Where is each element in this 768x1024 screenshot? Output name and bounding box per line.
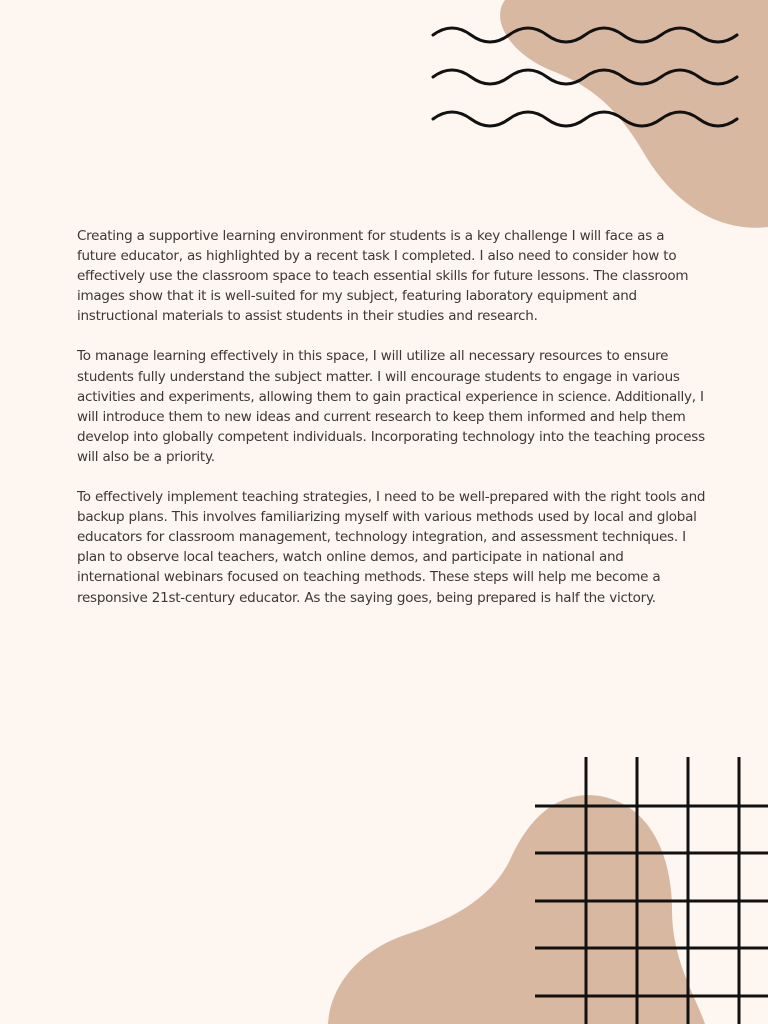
- essay-paragraph-2: To manage learning effectively in this space, I will utilize all necessary resources to ensure students fully understand the subject matter. I will encourage students to engage in various activities and experiments, allowing them to gain practical experience in science. Additionally, I will introduce them to new ideas and current research to keep them informed and help them develop into globally competent individuals. Incorporating technology into the teaching process will also be a priority.: [77, 348, 705, 465]
- essay-body: [77, 226, 707, 628]
- essay-paragraph-1: Creating a supportive learning environment for students is a key challenge I will face as a future educator, as highlighted by a recent task I completed. I also need to consider how to effectively use the classroom space to teach essential skills for future lessons. The classroom images show that it is well-suited for my subject, featuring laboratory equipment and instructional materials to assist students in their studies and research.: [77, 228, 689, 325]
- bottom-right-blob-shape: [328, 795, 705, 1024]
- essay-paragraph-3: To effectively implement teaching strategies, I need to be well-prepared with the right tools and backup plans. This involves familiarizing myself with various methods used by local and global educators for classroom management, technology integration, and assessment techniques. I plan to observe local teachers, watch online demos, and participate in national and international webinars focused on teaching methods. These steps will help me become a responsive 21st-century educator. As the saying goes, being prepared is half the victory.: [77, 489, 706, 606]
